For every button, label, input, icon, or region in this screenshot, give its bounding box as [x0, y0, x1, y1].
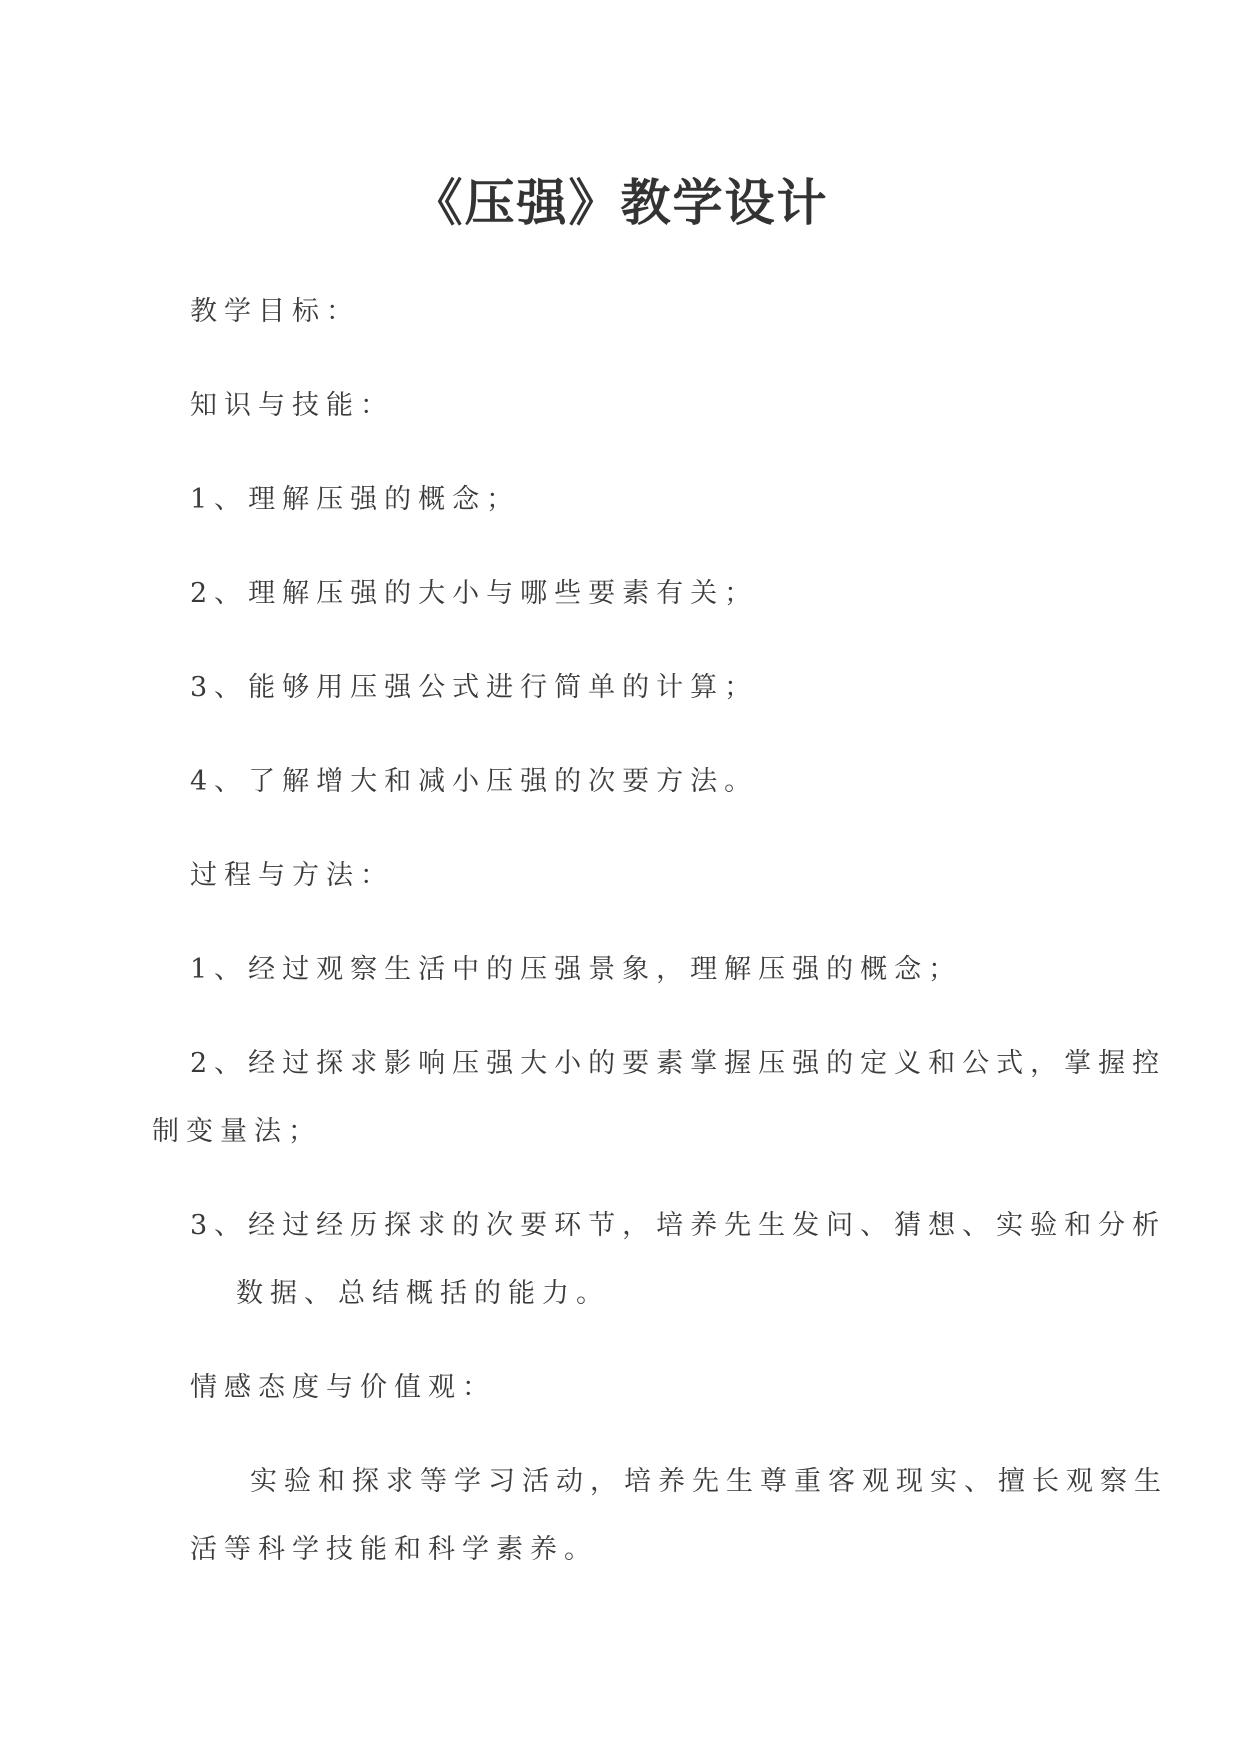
list-item: 1、经过观察生活中的压强景象，理解压强的概念； — [190, 954, 963, 985]
list-item-continuation: 数据、总结概括的能力。 — [236, 1278, 610, 1309]
list-item-continuation: 制变量法； — [152, 1116, 322, 1147]
list-item: 3、经过经历探求的次要环节，培养先生发问、猜想、实验和分析 — [190, 1210, 1167, 1241]
list-item: 4、了解增大和减小压强的次要方法。 — [190, 766, 759, 797]
paragraph-continuation: 活等科学技能和科学素养。 — [190, 1534, 598, 1565]
heading-attitude-values: 情感态度与价值观： — [190, 1372, 496, 1403]
list-item: 2、经过探求影响压强大小的要素掌握压强的定义和公式，掌握控 — [190, 1048, 1167, 1079]
list-item: 2、理解压强的大小与哪些要素有关； — [190, 578, 759, 609]
list-item: 3、能够用压强公式进行简单的计算； — [190, 672, 759, 703]
paragraph: 实验和探求等学习活动，培养先生尊重客观现实、擅长观察生 — [250, 1466, 1168, 1497]
heading-knowledge-skills: 知识与技能： — [190, 390, 394, 421]
document-title: 《压强》教学设计 — [412, 174, 829, 232]
list-item: 1、理解压强的概念； — [190, 484, 521, 515]
heading-teaching-goals: 教学目标： — [190, 296, 360, 327]
heading-process-methods: 过程与方法： — [190, 860, 394, 891]
